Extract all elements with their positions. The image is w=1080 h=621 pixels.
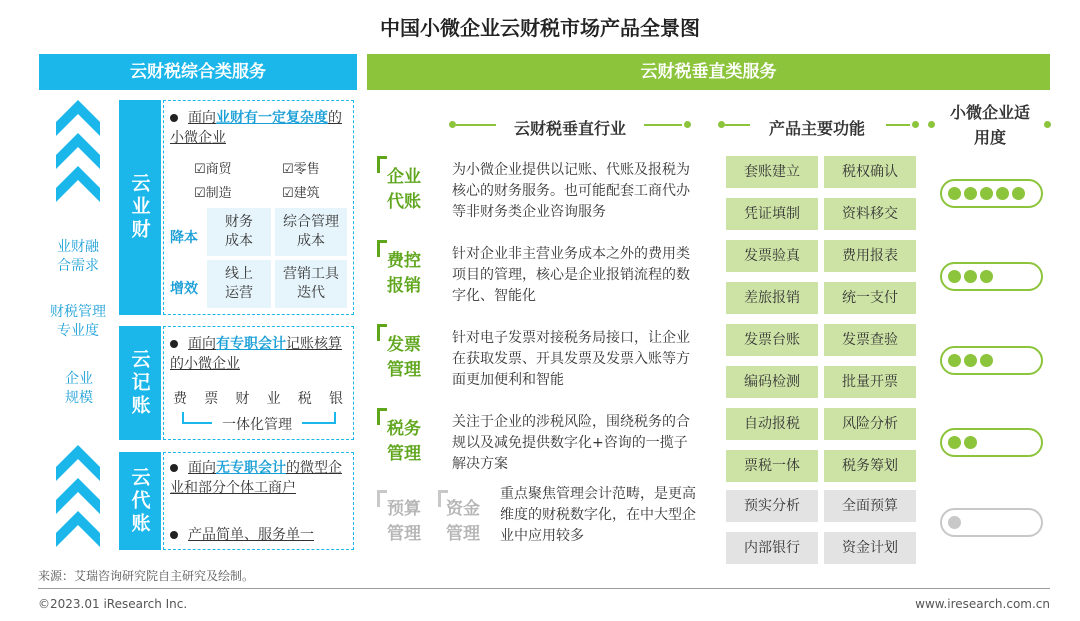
side-label-scale: 企业规模 xyxy=(65,371,93,406)
function-chip: 编码检测 xyxy=(726,366,818,398)
function-chip: 凭证填制 xyxy=(726,198,818,230)
vertical-desc-budget: 重点聚焦管理会计范畴，是更高维度的财税数字化，在中大型企业中应用较多 xyxy=(500,486,696,544)
function-chip: 预实分析 xyxy=(726,490,818,522)
header-line xyxy=(886,124,910,126)
header-line xyxy=(644,124,682,126)
vertical-desc-tax: 关注于企业的涉税风险，围绕税务的合规以及减免提供数字化+咨询的一揽子解决方案 xyxy=(452,414,690,472)
function-chip: 内部银行 xyxy=(726,532,818,564)
function-chip: 发票验真 xyxy=(726,240,818,272)
header-line xyxy=(725,124,750,126)
function-chip: 资金计划 xyxy=(824,532,916,564)
item-bank: 银 xyxy=(328,391,343,407)
vertical-name-tax: 税务管理 xyxy=(387,419,421,464)
item-fee: 费 xyxy=(173,391,187,407)
item-business: 业 xyxy=(266,391,281,407)
fit-indicator-tax xyxy=(940,428,1043,457)
cloud-agency-bullet2: 产品简单、服务单一 xyxy=(170,525,346,545)
fit-indicator-expense xyxy=(940,262,1043,291)
column-header-fit: 小微企业适用度 xyxy=(949,103,1030,147)
cell-marketing-tools: 营销工具迭代 xyxy=(275,260,347,308)
efficiency-label: 增效 xyxy=(170,281,198,297)
vertical-desc-invoice: 针对电子发票对接税务局接口，让企业在获取发票、开具发票及发票入账等方面更加便利和智能 xyxy=(452,330,690,388)
industry-construction: ☑建筑 xyxy=(282,186,320,201)
integration-label: 一体化管理 xyxy=(212,414,302,434)
vertical-name-funds: 资金管理 xyxy=(446,499,480,544)
industry-manufacturing: ☑制造 xyxy=(194,186,232,201)
cloud-agency-label: 云代账 xyxy=(119,452,161,550)
vertical-name-expense: 费控报销 xyxy=(387,251,421,296)
vertical-desc-agency: 为小微企业提供以记账、代账及报税为核心的财务服务。也可能配套工商代办等非财务类企业咨询服务 xyxy=(452,162,690,220)
bookkeeping-items xyxy=(168,388,348,408)
cloud-finance-bullet: 面向业财有一定复杂度的小微企业 xyxy=(170,110,342,146)
function-chip: 自动报税 xyxy=(726,408,818,440)
copyright: ©2023.01 iResearch Inc. xyxy=(38,597,188,611)
column-header-functions: 产品主要功能 xyxy=(768,119,865,138)
vertical-services-header: 云财税垂直类服务 xyxy=(367,54,1050,90)
cost-reduction-label: 降本 xyxy=(170,230,198,246)
header-dot xyxy=(912,121,919,128)
item-tax: 税 xyxy=(297,391,312,407)
bracket-icon xyxy=(377,408,387,425)
function-chip: 资料移交 xyxy=(824,198,916,230)
bracket-icon xyxy=(377,240,387,257)
header-dot xyxy=(684,121,691,128)
function-chip: 税权确认 xyxy=(824,156,916,188)
vertical-name-budget: 预算管理 xyxy=(387,499,421,544)
cell-financial-cost: 财务成本 xyxy=(207,208,271,256)
chevron-down-icon xyxy=(56,445,100,550)
cloud-agency-bullet1: 面向无专职会计的微型企业和部分个体工商户 xyxy=(170,460,342,496)
header-dot xyxy=(718,121,725,128)
side-label-professionalism: 财税管理专业度 xyxy=(50,304,106,339)
function-chip: 套账建立 xyxy=(726,156,818,188)
item-finance: 财 xyxy=(235,391,250,407)
vertical-name-invoice: 发票管理 xyxy=(387,335,421,380)
vertical-name-agency: 企业代账 xyxy=(387,167,421,212)
header-dot xyxy=(1044,121,1051,128)
comprehensive-services-header: 云财税综合类服务 xyxy=(39,54,357,90)
vertical-desc-expense: 针对企业非主营业务成本之外的费用类项目的管理，核心是企业报销流程的数字化、智能化 xyxy=(452,246,690,304)
function-chip: 统一支付 xyxy=(824,282,916,314)
function-chip: 风险分析 xyxy=(824,408,916,440)
function-chip: 税务筹划 xyxy=(824,450,916,482)
page-title: 中国小微企业云财税市场产品全景图 xyxy=(380,16,700,40)
fit-indicator-invoice xyxy=(940,346,1043,375)
industry-trade: ☑商贸 xyxy=(194,162,232,177)
side-label-integration: 业财融合需求 xyxy=(57,239,99,274)
header-dot xyxy=(928,121,935,128)
fit-indicator-budget xyxy=(940,508,1043,537)
bracket-icon xyxy=(377,156,387,173)
industry-retail: ☑零售 xyxy=(282,162,320,177)
footer-divider xyxy=(38,588,1050,589)
chevron-up-icon xyxy=(56,100,100,205)
function-chip: 发票查验 xyxy=(824,324,916,356)
cloud-finance-label: 云业财 xyxy=(119,100,161,315)
fit-indicator-agency xyxy=(940,179,1043,208)
function-chip: 差旅报销 xyxy=(726,282,818,314)
function-chip: 费用报表 xyxy=(824,240,916,272)
header-dot xyxy=(449,121,456,128)
bracket-icon xyxy=(377,490,387,507)
bracket-icon xyxy=(377,324,387,341)
website-link[interactable]: www.iresearch.com.cn xyxy=(915,597,1050,611)
column-header-industry: 云财税垂直行业 xyxy=(513,119,626,138)
source-note: 来源：艾瑞咨询研究院自主研究及绘制。 xyxy=(38,569,255,583)
function-chip: 全面预算 xyxy=(824,490,916,522)
cloud-bookkeeping-label: 云记账 xyxy=(119,326,161,440)
function-chip: 票税一体 xyxy=(726,450,818,482)
function-chip: 发票台账 xyxy=(726,324,818,356)
cloud-bookkeeping-bullet: 面向有专职会计记账核算的小微企业 xyxy=(170,336,342,372)
header-line xyxy=(456,124,496,126)
cell-online-operation: 线上运营 xyxy=(207,260,271,308)
cell-management-cost: 综合管理成本 xyxy=(275,208,347,256)
function-chip: 批量开票 xyxy=(824,366,916,398)
item-invoice: 票 xyxy=(204,391,219,407)
